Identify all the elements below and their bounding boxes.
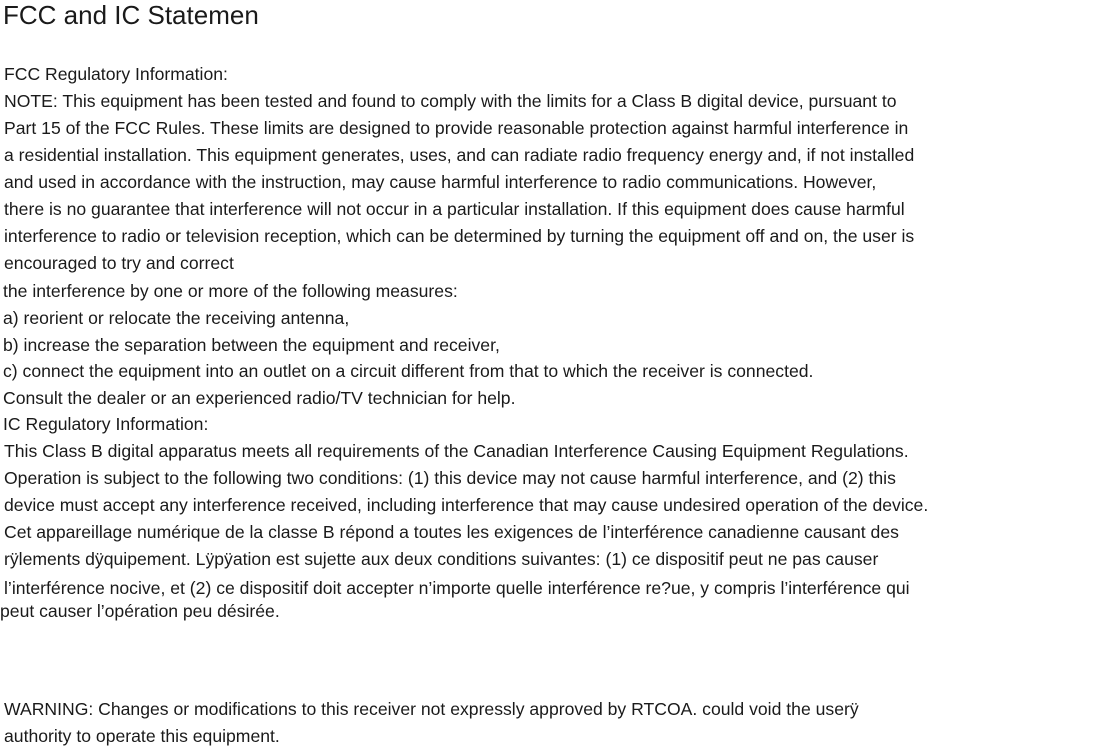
- text-line: peut causer l’opération peu désirée.: [0, 601, 280, 621]
- fcc-heading: FCC Regulatory Information:: [4, 64, 228, 84]
- text-line: Operation is subject to the following two conditions: (1) this device may not cause harmful interference, and (2) this: [4, 468, 896, 488]
- warning-text: authority to operate this equipment.: [4, 726, 280, 746]
- page-title: FCC and IC Statemen: [3, 0, 259, 30]
- text-line: rÿlements dÿquipement. Lÿpÿation est sujette aux deux conditions suivantes: (1) ce dispositif peut ne pas causer: [4, 549, 879, 569]
- text-line: there is no guarantee that interference will not occur in a particular installation. If this equipment does cause harmful: [4, 199, 905, 219]
- text-line: NOTE: This equipment has been tested and found to comply with the limits for a Class B digital device, pursuant to: [4, 91, 897, 111]
- text-line: Consult the dealer or an experienced radio/TV technician for help.: [3, 388, 516, 408]
- text-line: l’interférence nocive, et (2) ce dispositif doit accepter n’importe quelle interférence re?ue, y compris l’interférence qui: [4, 578, 910, 598]
- text-line: the interference by one or more of the following measures:: [3, 281, 458, 301]
- measure-item: a) reorient or relocate the receiving antenna,: [3, 308, 350, 328]
- text-line: Cet appareillage numérique de la classe B répond a toutes les exigences de l’interférence canadienne causant des: [4, 522, 899, 542]
- text-line: and used in accordance with the instruction, may cause harmful interference to radio communications. However,: [4, 172, 877, 192]
- warning-text: WARNING: Changes or modifications to this receiver not expressly approved by RTCOA. could void the userÿ: [4, 699, 859, 719]
- text-line: encouraged to try and correct: [4, 253, 234, 273]
- text-line: a residential installation. This equipment generates, uses, and can radiate radio frequency energy and, if not installed: [4, 145, 915, 165]
- measure-item: b) increase the separation between the equipment and receiver,: [3, 335, 500, 355]
- text-line: interference to radio or television reception, which can be determined by turning the equipment off and on, the user is: [4, 226, 915, 246]
- text-line: device must accept any interference received, including interference that may cause undesired operation of the device.: [4, 495, 929, 515]
- text-line: This Class B digital apparatus meets all requirements of the Canadian Interference Causing Equipment Regulations.: [4, 441, 909, 461]
- text-line: Part 15 of the FCC Rules. These limits are designed to provide reasonable protection against harmful interference in: [4, 118, 909, 138]
- measure-item: c) connect the equipment into an outlet on a circuit different from that to which the receiver is connected.: [3, 361, 814, 381]
- ic-heading: IC Regulatory Information:: [3, 414, 209, 434]
